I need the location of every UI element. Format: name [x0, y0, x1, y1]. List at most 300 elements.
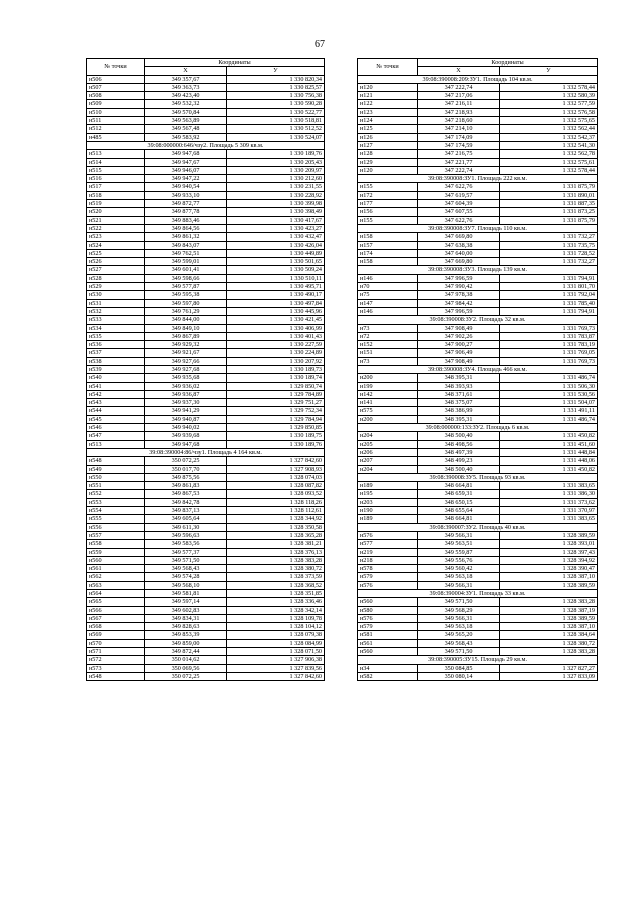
- point-number-cell: н121: [358, 92, 418, 100]
- point-number-cell: н195: [358, 490, 418, 498]
- x-coordinate-cell: 349 936,02: [145, 382, 227, 390]
- x-coordinate-cell: 349 605,64: [145, 515, 227, 523]
- y-coordinate-cell: 1 331 794,91: [500, 274, 598, 282]
- y-coordinate-cell: 1 328 389,59: [500, 531, 598, 539]
- table-row: [358, 540, 598, 548]
- x-coordinate-cell: 349 601,41: [145, 266, 227, 274]
- x-coordinate-cell: 347 638,38: [418, 241, 500, 249]
- table-row: [358, 125, 598, 133]
- y-coordinate-cell: 1 330 820,34: [227, 75, 325, 83]
- point-number-cell: н200: [358, 415, 418, 423]
- x-coordinate-cell: 347 908,49: [418, 357, 500, 365]
- point-number-cell: н537: [87, 349, 145, 357]
- point-number-cell: н560: [358, 598, 418, 606]
- point-number-cell: н545: [87, 415, 145, 423]
- point-number-cell: н34: [358, 664, 418, 672]
- y-coordinate-cell: 1 328 390,47: [500, 565, 598, 573]
- x-coordinate-cell: 347 222,74: [418, 83, 500, 91]
- table-row: [358, 307, 598, 315]
- x-coordinate-cell: 349 563,18: [418, 573, 500, 581]
- x-coordinate-cell: 347 908,49: [418, 324, 500, 332]
- table-row: [87, 100, 325, 108]
- point-number-cell: н523: [87, 233, 145, 241]
- table-row: [87, 158, 325, 166]
- point-number-cell: н524: [87, 241, 145, 249]
- section-header-row: [358, 75, 598, 83]
- y-coordinate-cell: 1 332 542,37: [500, 133, 598, 141]
- x-coordinate-cell: 347 622,76: [418, 183, 500, 191]
- table-row: [87, 490, 325, 498]
- x-coordinate-cell: 349 602,83: [145, 606, 227, 614]
- x-coordinate-cell: 349 946,07: [145, 166, 227, 174]
- y-coordinate-cell: 1 330 509,24: [227, 266, 325, 274]
- x-coordinate-cell: 349 581,81: [145, 590, 227, 598]
- y-coordinate-cell: 1 329 850,74: [227, 382, 325, 390]
- x-coordinate-cell: 348 650,15: [418, 498, 500, 506]
- x-coordinate-cell: 347 174,09: [418, 133, 500, 141]
- x-coordinate-cell: 349 867,53: [145, 490, 227, 498]
- x-coordinate-cell: 349 563,51: [418, 540, 500, 548]
- x-coordinate-cell: 349 598,66: [145, 274, 227, 282]
- table-row: [358, 258, 598, 266]
- point-number-cell: н521: [87, 216, 145, 224]
- y-coordinate-cell: 1 329 850,85: [227, 424, 325, 432]
- point-number-cell: н541: [87, 382, 145, 390]
- y-coordinate-cell: 1 328 350,58: [227, 523, 325, 531]
- table-row: [87, 83, 325, 91]
- table-row: [87, 75, 325, 83]
- y-coordinate-cell: 1 331 735,75: [500, 241, 598, 249]
- y-coordinate-cell: 1 331 386,30: [500, 490, 598, 498]
- table-row: [87, 548, 325, 556]
- x-coordinate-cell: 349 940,87: [145, 415, 227, 423]
- table-row: [358, 515, 598, 523]
- point-number-cell: н72: [358, 332, 418, 340]
- table-row: [358, 482, 598, 490]
- point-number-cell: н73: [358, 324, 418, 332]
- y-coordinate-cell: 1 328 380,72: [227, 565, 325, 573]
- table-row: [87, 316, 325, 324]
- table-row: [87, 216, 325, 224]
- point-number-cell: н146: [358, 274, 418, 282]
- header-y: У: [500, 67, 598, 75]
- y-coordinate-cell: 1 331 486,74: [500, 415, 598, 423]
- point-number-cell: н127: [358, 141, 418, 149]
- y-coordinate-cell: 1 330 590,28: [227, 100, 325, 108]
- point-number-cell: н508: [87, 92, 145, 100]
- y-coordinate-cell: 1 328 373,59: [227, 573, 325, 581]
- table-row: [358, 92, 598, 100]
- x-coordinate-cell: 347 984,42: [418, 299, 500, 307]
- y-coordinate-cell: 1 331 794,91: [500, 307, 598, 315]
- x-coordinate-cell: 349 861,83: [145, 482, 227, 490]
- table-row: [87, 241, 325, 249]
- point-number-cell: н157: [358, 241, 418, 249]
- x-coordinate-cell: 349 834,31: [145, 614, 227, 622]
- point-number-cell: н141: [358, 399, 418, 407]
- y-coordinate-cell: 1 332 541,30: [500, 141, 598, 149]
- point-number-cell: н527: [87, 266, 145, 274]
- y-coordinate-cell: 1 331 383,65: [500, 482, 598, 490]
- x-coordinate-cell: 349 568,10: [145, 581, 227, 589]
- x-coordinate-cell: 350 017,70: [145, 465, 227, 473]
- x-coordinate-cell: 347 214,10: [418, 125, 500, 133]
- point-number-cell: н556: [87, 523, 145, 531]
- y-coordinate-cell: 1 328 079,38: [227, 631, 325, 639]
- table-row: [87, 208, 325, 216]
- table-row: [358, 465, 598, 473]
- page-number: 67: [315, 39, 325, 50]
- x-coordinate-cell: 349 583,56: [145, 540, 227, 548]
- point-number-cell: н559: [87, 548, 145, 556]
- y-coordinate-cell: 1 331 448,84: [500, 448, 598, 456]
- x-coordinate-cell: 348 500,40: [418, 432, 500, 440]
- section-header-row: [358, 473, 598, 481]
- section-title: 39:08:390004:86/чзу1. Площадь 4 164 кв.м.: [87, 448, 325, 456]
- y-coordinate-cell: 1 331 450,82: [500, 432, 598, 440]
- y-coordinate-cell: 1 327 842,60: [227, 457, 325, 465]
- x-coordinate-cell: 349 937,30: [145, 399, 227, 407]
- y-coordinate-cell: 1 330 399,98: [227, 200, 325, 208]
- y-coordinate-cell: 1 328 384,64: [500, 631, 598, 639]
- table-row: [87, 92, 325, 100]
- table-row: [358, 648, 598, 656]
- table-row: [358, 407, 598, 415]
- y-coordinate-cell: 1 331 383,65: [500, 515, 598, 523]
- point-number-cell: н126: [358, 133, 418, 141]
- x-coordinate-cell: 349 568,43: [145, 565, 227, 573]
- x-coordinate-cell: 349 577,37: [145, 548, 227, 556]
- y-coordinate-cell: 1 330 501,65: [227, 258, 325, 266]
- point-number-cell: н514: [87, 158, 145, 166]
- point-number-cell: н530: [87, 291, 145, 299]
- point-number-cell: н552: [87, 490, 145, 498]
- x-coordinate-cell: 349 559,87: [418, 548, 500, 556]
- x-coordinate-cell: 349 837,13: [145, 507, 227, 515]
- x-coordinate-cell: 347 218,60: [418, 117, 500, 125]
- x-coordinate-cell: 349 864,56: [145, 224, 227, 232]
- x-coordinate-cell: 347 990,42: [418, 283, 500, 291]
- x-coordinate-cell: 349 566,31: [418, 581, 500, 589]
- y-coordinate-cell: 1 331 890,01: [500, 191, 598, 199]
- x-coordinate-cell: 347 978,38: [418, 291, 500, 299]
- table-row: [87, 523, 325, 531]
- x-coordinate-cell: 348 498,56: [418, 440, 500, 448]
- x-coordinate-cell: 349 574,28: [145, 573, 227, 581]
- table-row: [358, 150, 598, 158]
- x-coordinate-cell: 347 607,55: [418, 208, 500, 216]
- y-coordinate-cell: 1 331 783,19: [500, 341, 598, 349]
- x-coordinate-cell: 349 947,68: [145, 150, 227, 158]
- point-number-cell: н535: [87, 332, 145, 340]
- section-header-row: [358, 424, 598, 432]
- x-coordinate-cell: 347 906,49: [418, 349, 500, 357]
- point-number-cell: н549: [87, 465, 145, 473]
- y-coordinate-cell: 1 327 908,93: [227, 465, 325, 473]
- y-coordinate-cell: 1 331 732,27: [500, 233, 598, 241]
- table-row: [87, 349, 325, 357]
- point-number-cell: н577: [358, 540, 418, 548]
- x-coordinate-cell: 349 563,89: [145, 117, 227, 125]
- point-number-cell: н557: [87, 531, 145, 539]
- table-row: [87, 150, 325, 158]
- point-number-cell: н571: [87, 648, 145, 656]
- y-coordinate-cell: 1 330 189,73: [227, 365, 325, 373]
- y-coordinate-cell: 1 330 432,47: [227, 233, 325, 241]
- x-coordinate-cell: 349 565,20: [418, 631, 500, 639]
- table-row: [358, 274, 598, 282]
- y-coordinate-cell: 1 330 224,89: [227, 349, 325, 357]
- x-coordinate-cell: 349 761,29: [145, 307, 227, 315]
- x-coordinate-cell: 349 762,51: [145, 249, 227, 257]
- table-row: [358, 448, 598, 456]
- point-number-cell: н189: [358, 482, 418, 490]
- point-number-cell: н513: [87, 150, 145, 158]
- x-coordinate-cell: 348 386,99: [418, 407, 500, 415]
- point-number-cell: н533: [87, 316, 145, 324]
- point-number-cell: н561: [358, 639, 418, 647]
- table-row: [358, 432, 598, 440]
- point-number-cell: н566: [87, 606, 145, 614]
- x-coordinate-cell: 349 363,73: [145, 83, 227, 91]
- table-row: [358, 498, 598, 506]
- point-number-cell: н218: [358, 556, 418, 564]
- point-number-cell: н539: [87, 365, 145, 373]
- y-coordinate-cell: 1 328 118,26: [227, 498, 325, 506]
- table-row: [87, 283, 325, 291]
- y-coordinate-cell: 1 328 112,61: [227, 507, 325, 515]
- table-row: [87, 274, 325, 282]
- point-number-cell: н580: [358, 606, 418, 614]
- y-coordinate-cell: 1 331 801,70: [500, 283, 598, 291]
- point-number-cell: н579: [358, 573, 418, 581]
- y-coordinate-cell: 1 330 445,96: [227, 307, 325, 315]
- y-coordinate-cell: 1 328 109,78: [227, 614, 325, 622]
- point-number-cell: н128: [358, 150, 418, 158]
- y-coordinate-cell: 1 332 580,39: [500, 92, 598, 100]
- section-header-row: [358, 523, 598, 531]
- y-coordinate-cell: 1 328 104,12: [227, 623, 325, 631]
- header-x: X: [418, 67, 500, 75]
- y-coordinate-cell: 1 331 373,62: [500, 498, 598, 506]
- x-coordinate-cell: 349 571,50: [418, 598, 500, 606]
- point-number-cell: н544: [87, 407, 145, 415]
- table-row: [358, 556, 598, 564]
- x-coordinate-cell: 347 900,27: [418, 341, 500, 349]
- table-row: [87, 299, 325, 307]
- y-coordinate-cell: 1 328 074,03: [227, 473, 325, 481]
- y-coordinate-cell: 1 331 792,04: [500, 291, 598, 299]
- y-coordinate-cell: 1 328 383,28: [500, 648, 598, 656]
- y-coordinate-cell: 1 330 205,43: [227, 158, 325, 166]
- x-coordinate-cell: 349 849,10: [145, 324, 227, 332]
- point-number-cell: н507: [87, 83, 145, 91]
- y-coordinate-cell: 1 330 426,04: [227, 241, 325, 249]
- x-coordinate-cell: 349 842,78: [145, 498, 227, 506]
- y-coordinate-cell: 1 332 578,44: [500, 83, 598, 91]
- section-title: 39:08:390008:ЗУ7. Площадь 110 кв.м.: [358, 224, 598, 232]
- point-number-cell: н547: [87, 432, 145, 440]
- y-coordinate-cell: 1 328 093,52: [227, 490, 325, 498]
- point-number-cell: н582: [358, 672, 418, 680]
- y-coordinate-cell: 1 330 756,38: [227, 92, 325, 100]
- section-title: 39:08:390008:ЗУ3. Площадь 139 кв.м.: [358, 266, 598, 274]
- y-coordinate-cell: 1 331 506,30: [500, 382, 598, 390]
- point-number-cell: н531: [87, 299, 145, 307]
- table-row: [358, 283, 598, 291]
- x-coordinate-cell: 349 556,76: [418, 556, 500, 564]
- x-coordinate-cell: 349 583,92: [145, 133, 227, 141]
- point-number-cell: н560: [87, 556, 145, 564]
- point-number-cell: н152: [358, 341, 418, 349]
- section-title: 39:08:390008:209:ЗУ1. Площадь 104 кв.м.: [358, 75, 598, 83]
- point-number-cell: н142: [358, 390, 418, 398]
- point-number-cell: н219: [358, 548, 418, 556]
- y-coordinate-cell: 1 330 209,97: [227, 166, 325, 174]
- point-number-cell: н534: [87, 324, 145, 332]
- point-number-cell: н510: [87, 108, 145, 116]
- table-row: [358, 399, 598, 407]
- table-row: [87, 341, 325, 349]
- y-coordinate-cell: 1 328 387,19: [500, 606, 598, 614]
- x-coordinate-cell: 349 921,67: [145, 349, 227, 357]
- x-coordinate-cell: 349 611,30: [145, 523, 227, 531]
- header-point-number: № точки: [87, 59, 145, 76]
- x-coordinate-cell: 349 883,46: [145, 216, 227, 224]
- point-number-cell: н558: [87, 540, 145, 548]
- header-y: У: [227, 67, 325, 75]
- x-coordinate-cell: 349 936,87: [145, 390, 227, 398]
- table-row: [87, 581, 325, 589]
- table-row: [87, 125, 325, 133]
- point-number-cell: н573: [87, 664, 145, 672]
- point-number-cell: н538: [87, 357, 145, 365]
- section-title: 39:08:390004:ЗУ1. Площадь 33 кв.м.: [358, 590, 598, 598]
- table-row: [87, 108, 325, 116]
- x-coordinate-cell: 350 072,25: [145, 457, 227, 465]
- table-row: [87, 432, 325, 440]
- table-row: [87, 258, 325, 266]
- y-coordinate-cell: 1 328 381,21: [227, 540, 325, 548]
- point-number-cell: н579: [358, 623, 418, 631]
- point-number-cell: н73: [358, 357, 418, 365]
- y-coordinate-cell: 1 330 518,81: [227, 117, 325, 125]
- section-header-row: [358, 224, 598, 232]
- point-number-cell: н200: [358, 374, 418, 382]
- section-title: 39:08:000000:646/чзу2. Площадь 5 309 кв.м.: [87, 141, 325, 149]
- section-header-row: [358, 656, 598, 664]
- section-header-row: [87, 448, 325, 456]
- x-coordinate-cell: 349 877,78: [145, 208, 227, 216]
- x-coordinate-cell: 347 902,26: [418, 332, 500, 340]
- table-row: [87, 515, 325, 523]
- y-coordinate-cell: 1 331 530,56: [500, 390, 598, 398]
- x-coordinate-cell: 349 939,68: [145, 432, 227, 440]
- y-coordinate-cell: 1 327 839,56: [227, 664, 325, 672]
- y-coordinate-cell: 1 331 450,82: [500, 465, 598, 473]
- x-coordinate-cell: 349 859,00: [145, 639, 227, 647]
- x-coordinate-cell: 349 567,48: [145, 125, 227, 133]
- point-number-cell: н525: [87, 249, 145, 257]
- table-row: [87, 224, 325, 232]
- table-row: [87, 631, 325, 639]
- point-number-cell: н546: [87, 424, 145, 432]
- table-row: [358, 349, 598, 357]
- x-coordinate-cell: 347 216,75: [418, 150, 500, 158]
- point-number-cell: н553: [87, 498, 145, 506]
- table-row: [358, 166, 598, 174]
- x-coordinate-cell: 347 221,77: [418, 158, 500, 166]
- table-row: [87, 307, 325, 315]
- y-coordinate-cell: 1 327 906,38: [227, 656, 325, 664]
- x-coordinate-cell: 348 375,07: [418, 399, 500, 407]
- point-number-cell: н564: [87, 590, 145, 598]
- y-coordinate-cell: 1 328 351,85: [227, 590, 325, 598]
- x-coordinate-cell: 349 875,56: [145, 473, 227, 481]
- x-coordinate-cell: 349 570,84: [145, 108, 227, 116]
- y-coordinate-cell: 1 331 486,74: [500, 374, 598, 382]
- table-row: [358, 249, 598, 257]
- y-coordinate-cell: 1 330 449,89: [227, 249, 325, 257]
- x-coordinate-cell: 349 947,67: [145, 158, 227, 166]
- y-coordinate-cell: 1 328 393,01: [500, 540, 598, 548]
- x-coordinate-cell: 349 940,02: [145, 424, 227, 432]
- point-number-cell: н576: [358, 614, 418, 622]
- x-coordinate-cell: 348 664,81: [418, 515, 500, 523]
- table-row: [358, 457, 598, 465]
- y-coordinate-cell: 1 328 387,10: [500, 573, 598, 581]
- point-number-cell: н518: [87, 191, 145, 199]
- table-row: [87, 672, 325, 680]
- point-number-cell: н204: [358, 465, 418, 473]
- point-number-cell: н550: [87, 473, 145, 481]
- table-row: [358, 598, 598, 606]
- table-row: [358, 490, 598, 498]
- y-coordinate-cell: 1 331 769,05: [500, 349, 598, 357]
- table-row: [87, 166, 325, 174]
- point-number-cell: н204: [358, 432, 418, 440]
- point-number-cell: н158: [358, 258, 418, 266]
- y-coordinate-cell: 1 330 189,75: [227, 432, 325, 440]
- x-coordinate-cell: 350 069,56: [145, 664, 227, 672]
- y-coordinate-cell: 1 328 383,28: [500, 598, 598, 606]
- table-row: [358, 606, 598, 614]
- header-coordinates: Координаты: [145, 59, 325, 67]
- section-title: 39:08:390008:ЗУ1. Площадь 222 кв.м.: [358, 175, 598, 183]
- point-number-cell: н569: [87, 631, 145, 639]
- y-coordinate-cell: 1 330 212,60: [227, 175, 325, 183]
- x-coordinate-cell: 348 500,40: [418, 465, 500, 473]
- table-row: [87, 200, 325, 208]
- y-coordinate-cell: 1 332 575,61: [500, 158, 598, 166]
- table-row: [358, 440, 598, 448]
- table-row: [358, 623, 598, 631]
- point-number-cell: н189: [358, 515, 418, 523]
- point-number-cell: н199: [358, 382, 418, 390]
- y-coordinate-cell: 1 330 207,92: [227, 357, 325, 365]
- x-coordinate-cell: 350 080,14: [418, 672, 500, 680]
- x-coordinate-cell: 348 664,81: [418, 482, 500, 490]
- y-coordinate-cell: 1 331 728,52: [500, 249, 598, 257]
- table-row: [87, 374, 325, 382]
- x-coordinate-cell: 347 222,74: [418, 166, 500, 174]
- table-row: [87, 590, 325, 598]
- point-number-cell: н572: [87, 656, 145, 664]
- y-coordinate-cell: 1 330 512,52: [227, 125, 325, 133]
- table-row: [87, 399, 325, 407]
- x-coordinate-cell: 349 595,38: [145, 291, 227, 299]
- y-coordinate-cell: 1 328 071,50: [227, 648, 325, 656]
